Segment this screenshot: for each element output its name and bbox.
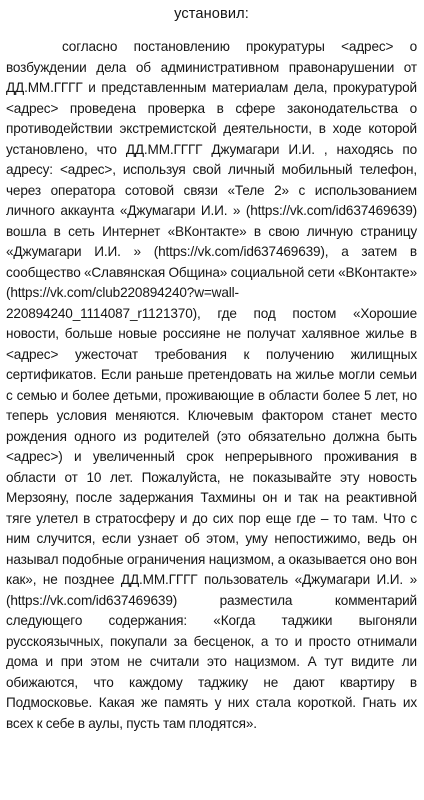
body-paragraph: согласно постановлению прокуратуры <адрес> о возбуждении дела об административном правонарушении от ДД.ММ.ГГГГ и представленным материалам дела, прокуратурой <адрес> проведена проверка в сфере законодательства о противодействии экстремистской деятельности, в ходе которой установлено, что ДД.ММ.ГГГГ Джумагари И.И. , находясь по адресу: <адрес>, используя свой личный мобильный телефон, через оператора сотовой связи «Теле 2» с использованием личного аккаунта «Джумагари И.И. » (https://vk.com/id637469639) вошла в сеть Интернет «ВКонтакте» в свою личную страницу «Джумагари И.И. » (https://vk.com/id637469639), а затем в сообщество «Славянская Община» социальной сети «ВКонтакте» (https://vk.com/club220894240?w=wall-220894240_1114087_r1121370), где под постом «Хорошие новости, больше новые россияне не получат халявное жилье в <адрес> ужесточат требования к получению жилищных сертификатов. Если раньше претендовать на жилье могли семьи с семью и более детьми, проживающие в области более 5 лет, но теперь условия меняются. Ключевым фактором станет место рождения одного из родителей (это обязательно должна быть <адрес>) и увеличенный срок непрерывного проживания в области от 10 лет. Пожалуйста, не показывайте эту новость Мерзояну, после задержания Тахмины он и так на реактивной тяге улетел в стратосферу и до сих пор еще где – то там. Что с ним случится, если узнает об этом, уму непостижимо, ведь он называл подобные ограничения нацизмом, а оказывается оно вон как», не позднее ДД.ММ.ГГГГ пользователь «Джумагари И.И. » (https://vk.com/id637469639) разместила комментарий следующего содержания: «Когда таджики выгоняли русскоязычных, покупали за бесценок, а то и просто отнимали дома и при этом не считали это нацизмом. А тут видите ли обижаются, что каждому таджику не дают квартиру в Подмосковье. Какая же память у них стала короткой. Гнать их всех к себе в аулы, пусть там плодятся». bbox=[6, 39, 417, 731]
section-heading: установил: bbox=[174, 6, 249, 22]
